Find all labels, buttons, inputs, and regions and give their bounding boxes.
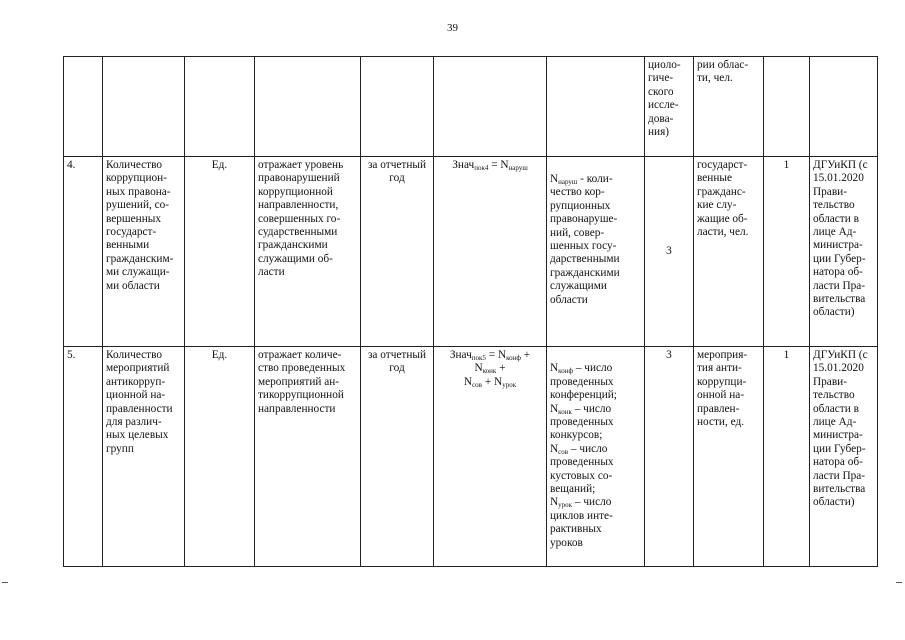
- var-text: – число проведенных конкурсов;: [550, 402, 614, 442]
- formula-term: = N: [485, 349, 507, 361]
- value-text: 3: [666, 244, 672, 257]
- var-symbol: N: [550, 496, 559, 509]
- variables-cell: [547, 347, 645, 567]
- var-text: - коли- чество кор- рупционных правонаруше- ний, совер- шенных госу- дарственными гражданскими служащими области: [550, 173, 620, 306]
- formula-lhs-sub: пок5: [471, 354, 486, 362]
- var-sub: конк: [558, 407, 572, 416]
- indicator-name: Количество коррупцион- ных правона- рушений, со- вершенных государст- венными гражданским- ми служащи- ми области: [103, 157, 185, 347]
- description-cell: отражает уровень правонарушений коррупционной направленности, совершенных го- сударственными гражданскими служащими об- ласти: [255, 157, 361, 347]
- row-number: 4.: [64, 157, 103, 347]
- formula-plus: +: [496, 362, 506, 375]
- var-line: [550, 362, 641, 402]
- measure-unit-cell: мероприя- тия анти- коррупци- онной на- правлен- ности, ед.: [694, 347, 764, 567]
- var-text: – число циклов инте- рактивных уроков: [550, 496, 613, 549]
- var-line: [550, 443, 641, 497]
- unit-cell: Ед.: [185, 347, 255, 567]
- variables-cell: [547, 157, 645, 347]
- formula-lhs: Знач: [452, 159, 475, 171]
- cell-empty: [810, 57, 878, 157]
- formula-term-sub: конф: [506, 354, 521, 362]
- table-row-continuation: [64, 57, 878, 157]
- table-row: [64, 157, 878, 347]
- formula-plus: + N: [482, 375, 503, 388]
- formula-cell: [434, 157, 547, 347]
- cell-unit-note: рии облас- ти, чел.: [694, 57, 764, 157]
- var-sub: урок: [558, 501, 573, 510]
- row-number: 5.: [64, 347, 103, 567]
- cell-empty: [361, 57, 434, 157]
- formula-term-sub: сов: [472, 380, 482, 389]
- cell-empty: [434, 57, 547, 157]
- var-line: [550, 496, 641, 550]
- value-cell: [645, 157, 694, 347]
- coefficient-cell: 1: [764, 347, 810, 567]
- formula-plus: +: [520, 349, 531, 361]
- cell-empty: [185, 57, 255, 157]
- var-text: – число проведенных кустовых со- вещаний;: [550, 442, 614, 496]
- var-sub: конф: [558, 367, 573, 376]
- coefficient-cell: 1: [764, 157, 810, 347]
- cell-empty: [547, 57, 645, 157]
- cell-empty: [103, 57, 185, 157]
- measure-unit-cell: государст- венные гражданс- кие слу- жащие об- ласти, чел.: [694, 157, 764, 347]
- formula-term: N: [463, 375, 473, 388]
- indicator-name: Количество мероприятий антикорруп- ционной на- правленности для различ- ных целевых групп: [103, 347, 185, 567]
- var-symbol: N: [550, 442, 559, 455]
- var-symbol: N: [550, 362, 559, 375]
- cell-empty: [64, 57, 103, 157]
- cell-research-note: циоло- гиче- ского иссле- дова- ния): [645, 57, 694, 157]
- cell-empty: [255, 57, 361, 157]
- description-cell: отражает количе- ство проведенных мероприятий ан- тикоррупционной направленности: [255, 347, 361, 567]
- formula-rhs-sub: наруш: [508, 164, 528, 172]
- formula-lhs-sub: пок4: [474, 164, 489, 172]
- responsible-cell: ДГУиКП (с 15.01.2020 Прави- тельство области в лице Ад- министра- ции Губер- натора об- ласти Пра- вительства области): [810, 347, 878, 567]
- responsible-cell: ДГУиКП (с 15.01.2020 Прави- тельство области в лице Ад- министра- ции Губер- натора об- ласти Пра- вительства области): [810, 157, 878, 347]
- formula-term: N: [474, 362, 483, 375]
- var-symbol: N: [550, 173, 559, 185]
- period-cell: за отчетный год: [361, 347, 434, 567]
- formula-cell: [434, 347, 547, 567]
- value-cell: 3: [645, 347, 694, 567]
- var-text: – число проведенных конференций;: [550, 362, 617, 402]
- formula-term-sub: конк: [482, 367, 497, 376]
- period-cell: за отчетный год: [361, 157, 434, 347]
- formula-lhs: Знач: [449, 349, 472, 361]
- unit-cell: Ед.: [185, 157, 255, 347]
- table-row: [64, 347, 878, 567]
- scan-edge-mark-right: [896, 582, 902, 583]
- indicator-table: [63, 56, 878, 567]
- cell-empty: [764, 57, 810, 157]
- scan-edge-mark-left: [2, 582, 8, 583]
- var-sub: сов: [558, 447, 569, 456]
- var-symbol: N: [550, 402, 559, 415]
- page-number: 39: [447, 22, 458, 34]
- formula-eq: = N: [488, 159, 509, 171]
- var-line: [550, 403, 641, 443]
- formula-term-sub: урок: [502, 380, 517, 389]
- var-sub: наруш: [558, 178, 578, 186]
